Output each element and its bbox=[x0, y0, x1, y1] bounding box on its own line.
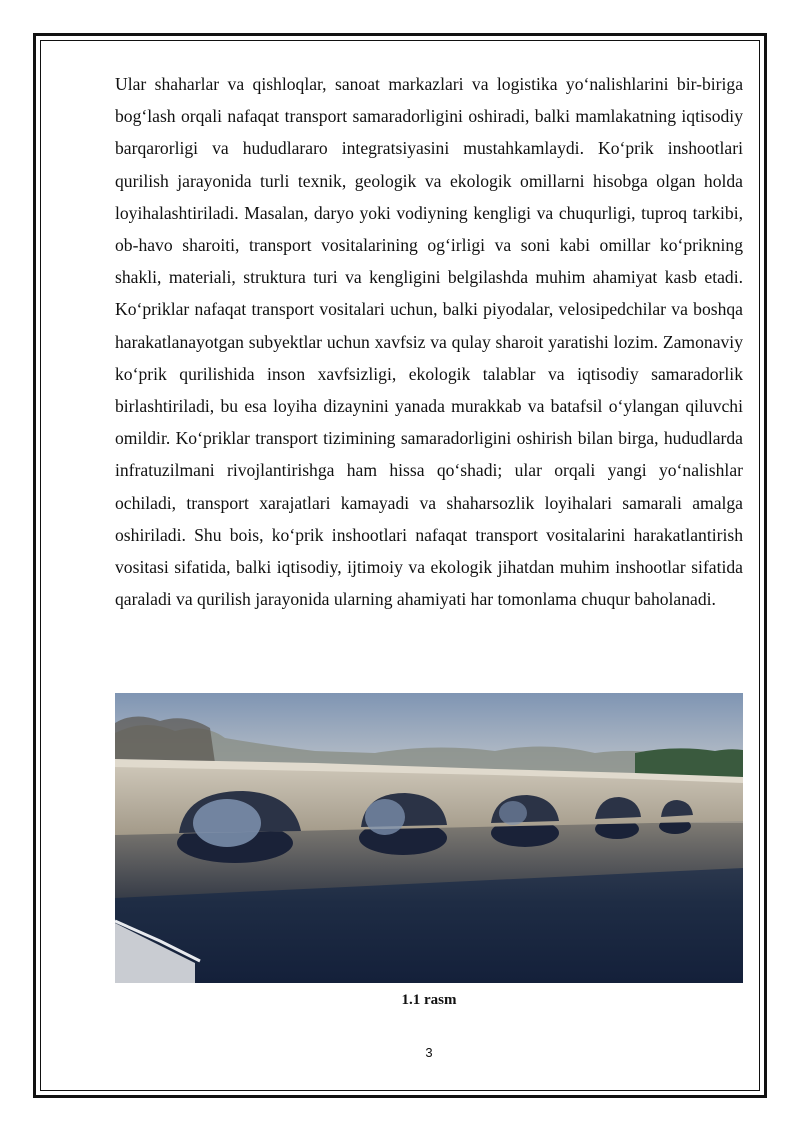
bridge-photo-illustration bbox=[115, 693, 743, 983]
bridge-photo bbox=[115, 693, 743, 983]
page-number: 3 bbox=[425, 1045, 433, 1060]
body-paragraph: Ular shaharlar va qishloqlar, sanoat markazlari va logistika yo‘nalishlarini bir-biriga bog‘lash orqali nafaqat transport samaradorligini oshiradi, balki mamlakatning iqtisodiy barqarorligi va hududlararo integratsiyasini mustahkamlaydi. Ko‘prik inshootlari qurilish jarayonida turli texnik, geologik va ekologik omillarni hisobga olgan holda loyihalashtiriladi. Masalan, daryo yoki vodiyning kengligi va chuqurligi, tuproq tarkibi, ob-havo sharoiti, transport vositalarining og‘irligi va soni kabi omillar ko‘prikning shakli, materiali, struktura turi va kengligini belgilashda muhim ahamiyat kasb etadi. Ko‘priklar nafaqat transport vositalari uchun, balki piyodalar, velosipedchilar va boshqa harakatlanayotgan subyektlar uchun xavfsiz va qulay sharoit yaratishi lozim. Zamonaviy ko‘prik qurilishida inson xavfsizligi, ekologik talablar va iqtisodiy samaradorlik birlashtiriladi, bu esa loyiha dizaynini yanada murakkab va batafsil o‘ylangan qiluvchi omildir. Ko‘priklar transport tizimining samaradorligini oshirish bilan birga, hududlarda infratuzilmani rivojlantirishga ham hissa qo‘shadi; ular orqali yangi yo‘nalishlar ochiladi, transport xarajatlari kamayadi va shaharsozlik loyihalari samarali amalga oshiriladi. Shu bois, ko‘prik inshootlari nafaqat transport vositalarini harakatlantirish vositasi sifatida, balki iqtisodiy, ijtimoiy va ekologik jihatdan muhim inshootlar sifatida qaraladi va qurilish jarayonida ularning ahamiyati har tomonlama chuqur baholanadi. bbox=[115, 74, 743, 610]
figure-caption: 1.1 rasm bbox=[401, 992, 457, 1008]
